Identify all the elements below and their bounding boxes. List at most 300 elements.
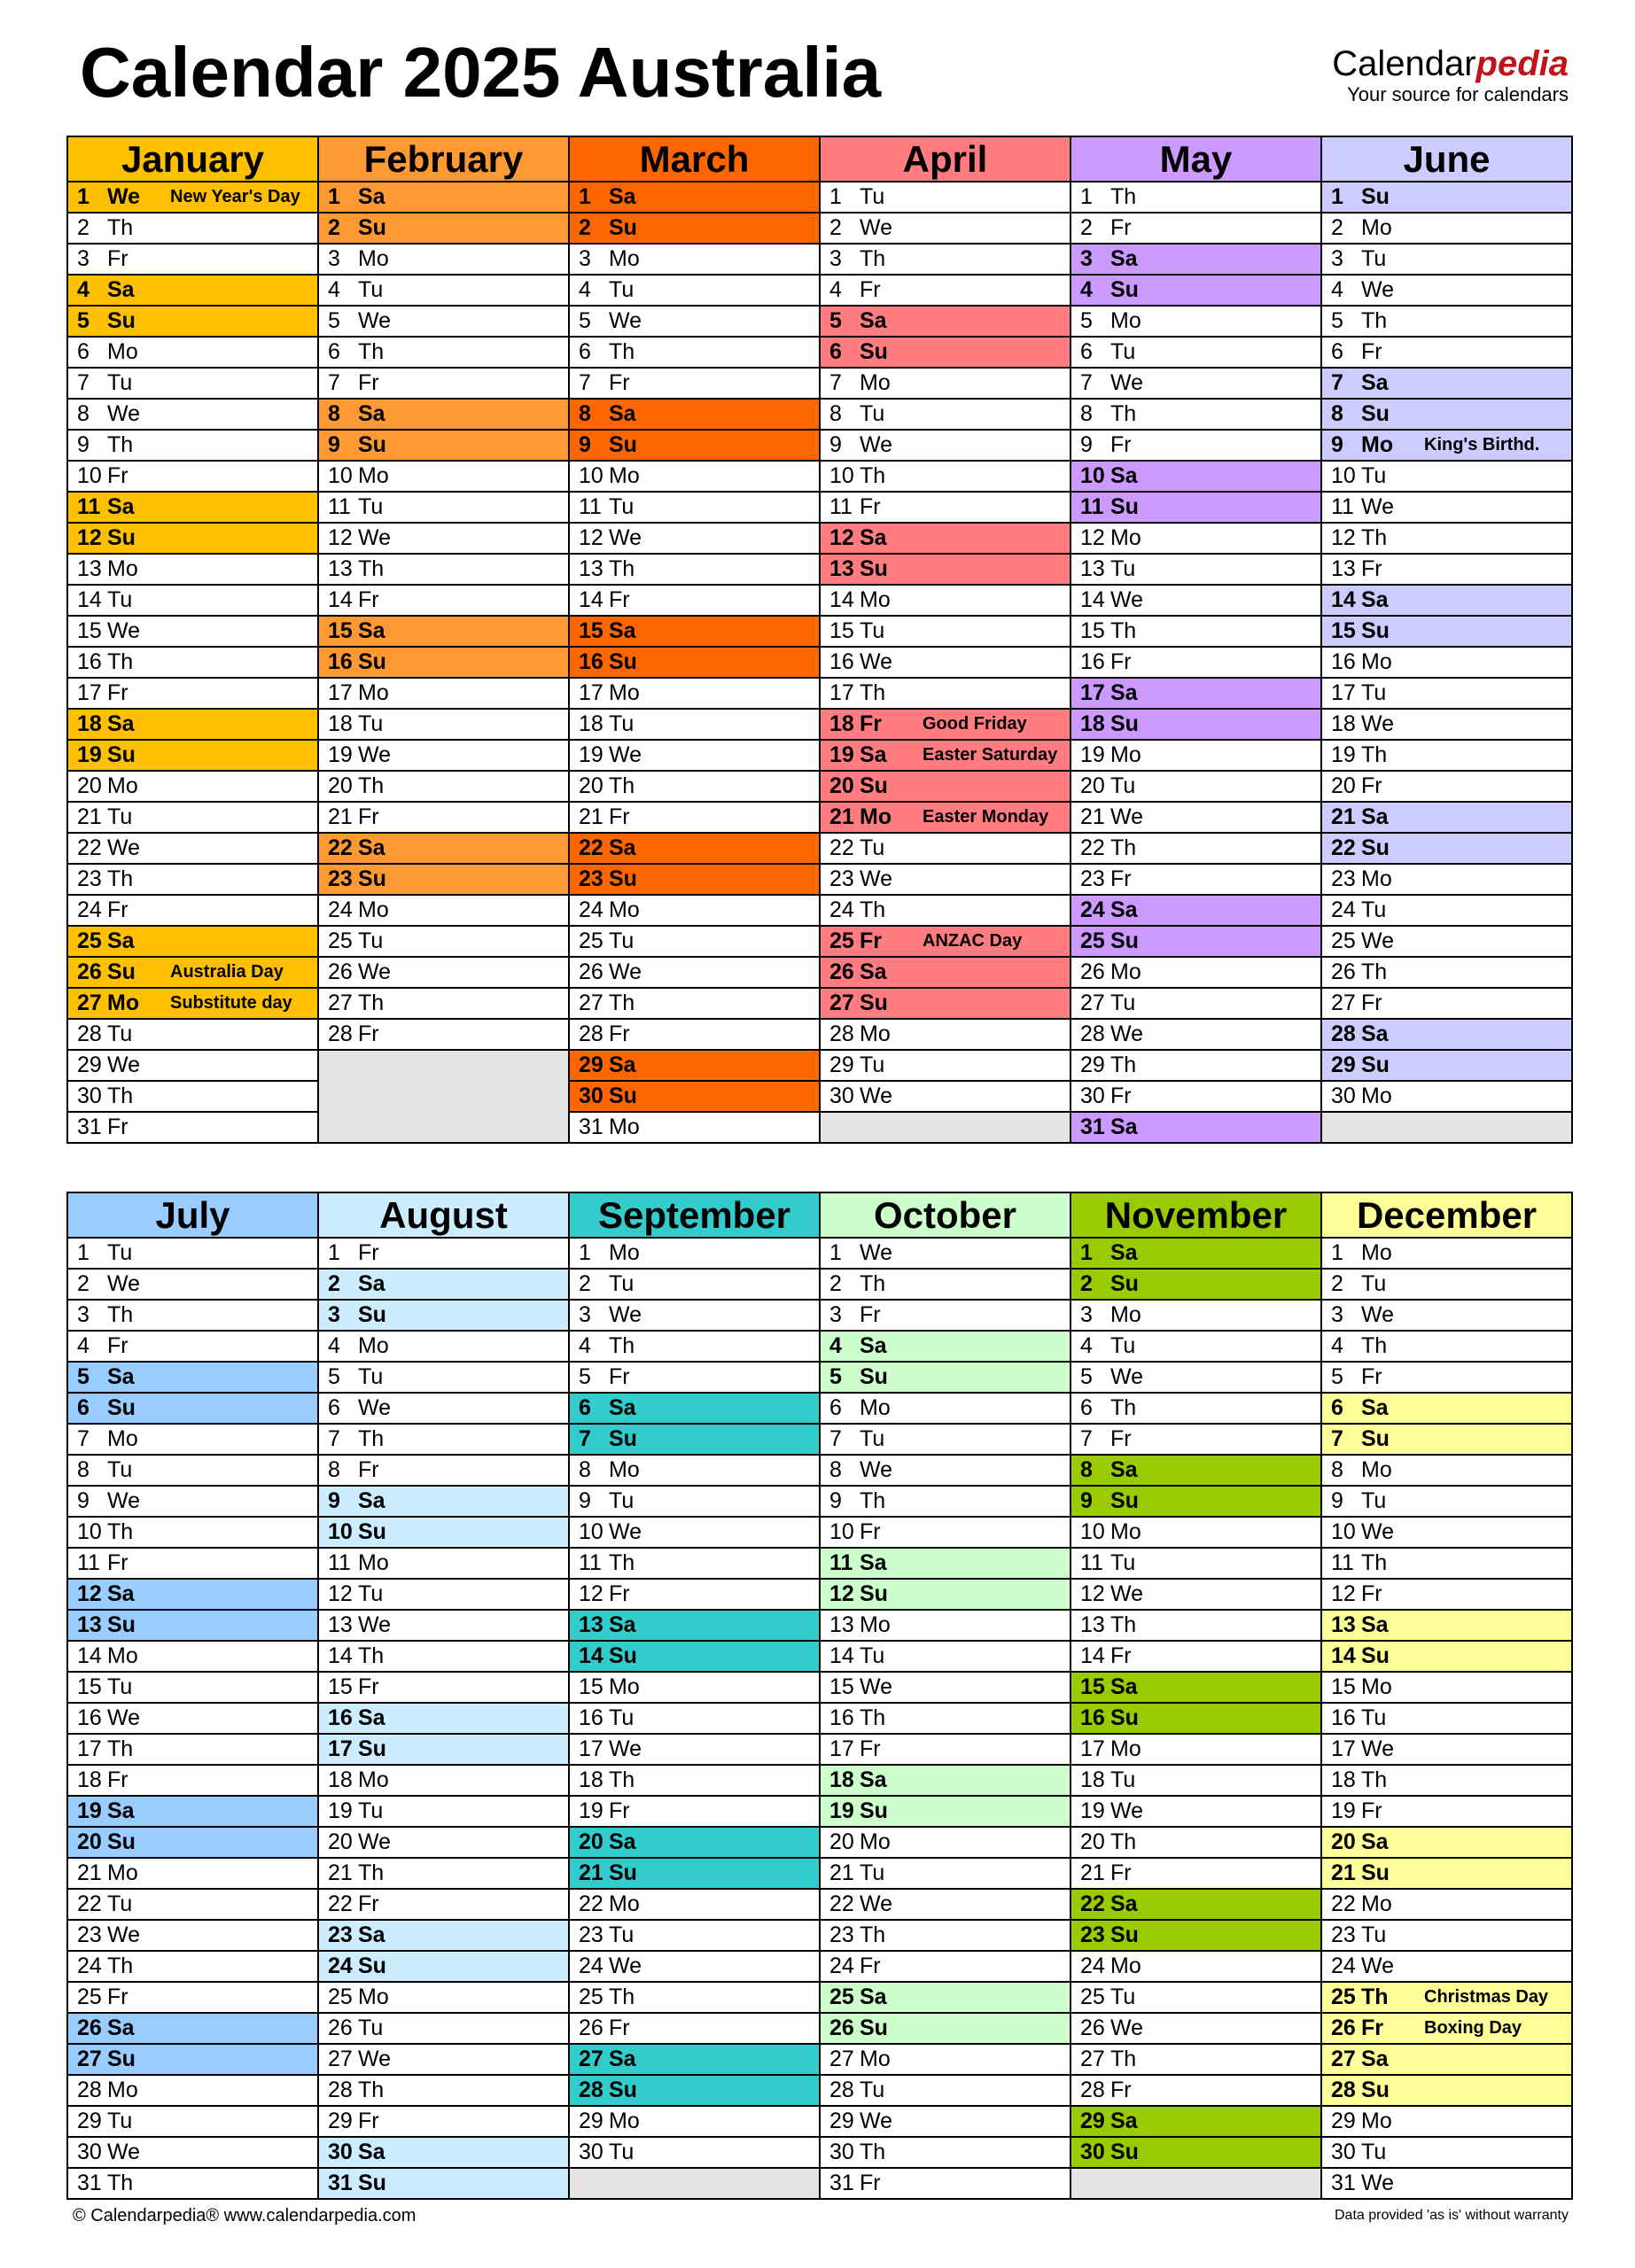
day-number: 10 xyxy=(77,463,102,488)
weekday: Tu xyxy=(609,1922,635,1947)
day-row xyxy=(68,1425,317,1456)
weekday: Mo xyxy=(1361,1891,1392,1916)
day-number: 13 xyxy=(328,556,353,581)
weekday: Sa xyxy=(609,184,636,209)
weekday: Su xyxy=(107,959,136,984)
day-number: 7 xyxy=(328,370,340,395)
day-number: 4 xyxy=(829,1333,842,1358)
day-number: 3 xyxy=(328,1302,340,1327)
weekend-row xyxy=(821,1363,1070,1394)
weekday: Su xyxy=(107,1612,136,1637)
day-list xyxy=(1071,183,1320,1144)
weekend-row xyxy=(570,648,819,679)
day-row xyxy=(570,1332,819,1363)
day-row xyxy=(1322,1082,1571,1113)
month-september xyxy=(568,1192,819,2200)
weekday: We xyxy=(609,959,642,984)
weekday: Tu xyxy=(609,277,635,302)
day-number: 24 xyxy=(829,897,854,922)
day-row xyxy=(1322,214,1571,245)
brand-prefix: Calendar xyxy=(1332,44,1476,83)
weekday: Mo xyxy=(1361,1240,1392,1265)
weekend-row xyxy=(1322,617,1571,648)
weekday: Sa xyxy=(107,1798,135,1823)
weekday: Mo xyxy=(1110,1302,1141,1327)
day-row xyxy=(68,1952,317,1983)
day-number: 2 xyxy=(1331,215,1343,240)
day-number: 7 xyxy=(579,370,591,395)
day-row xyxy=(570,462,819,493)
day-number: 10 xyxy=(1331,463,1356,488)
weekday: We xyxy=(860,1240,893,1265)
day-number: 26 xyxy=(328,959,353,984)
weekday: Tu xyxy=(107,587,133,612)
weekday: Fr xyxy=(860,1736,881,1761)
weekday: Mo xyxy=(1361,215,1392,240)
day-number: 30 xyxy=(1331,1084,1356,1108)
day-number: 26 xyxy=(1080,2016,1105,2040)
weekday: Mo xyxy=(609,1891,640,1916)
weekday: Su xyxy=(609,1643,637,1668)
day-row xyxy=(570,1239,819,1270)
day-number: 10 xyxy=(1080,1519,1105,1544)
day-number: 27 xyxy=(328,2047,353,2071)
day-number: 20 xyxy=(829,773,854,798)
weekend-row xyxy=(68,741,317,772)
day-row xyxy=(1071,1425,1320,1456)
weekday: Fr xyxy=(609,370,630,395)
month-august xyxy=(317,1192,568,2200)
weekday: Tu xyxy=(1361,2140,1387,2164)
weekday: Tu xyxy=(358,1798,384,1823)
weekend-row xyxy=(1071,679,1320,710)
day-row xyxy=(1322,927,1571,958)
weekday: Fr xyxy=(107,1767,128,1792)
day-number: 12 xyxy=(1080,525,1105,550)
weekday: Th xyxy=(107,215,134,240)
weekday: Fr xyxy=(609,804,630,829)
weekday: Sa xyxy=(1110,680,1138,705)
weekday: Th xyxy=(609,1550,635,1575)
day-number: 28 xyxy=(1080,1021,1105,1046)
day-row xyxy=(570,1020,819,1051)
weekday: Sa xyxy=(609,1612,636,1637)
day-number: 28 xyxy=(77,1021,102,1046)
day-row xyxy=(1322,1797,1571,1828)
month-june xyxy=(1320,136,1571,1144)
day-row xyxy=(1071,1518,1320,1549)
day-number: 31 xyxy=(579,1115,603,1139)
weekday: Su xyxy=(107,742,136,767)
holiday-row xyxy=(821,710,1070,741)
day-number: 20 xyxy=(77,1829,102,1854)
day-number: 6 xyxy=(1080,339,1093,364)
day-row xyxy=(821,1301,1070,1332)
weekend-row xyxy=(319,648,568,679)
weekday: We xyxy=(1361,2171,1395,2195)
day-number: 11 xyxy=(328,1550,351,1575)
day-row xyxy=(319,586,568,617)
day-number: 6 xyxy=(328,1395,340,1420)
weekday: Fr xyxy=(860,1519,881,1544)
weekday: Sa xyxy=(609,1829,636,1854)
weekday: Su xyxy=(1110,1271,1139,1296)
day-row xyxy=(68,1921,317,1952)
weekday: Mo xyxy=(609,1115,640,1139)
day-row xyxy=(1071,338,1320,369)
day-number: 2 xyxy=(77,1271,90,1296)
day-row xyxy=(570,1766,819,1797)
weekday: Tu xyxy=(860,835,885,860)
day-number: 11 xyxy=(1080,494,1104,519)
month-header: February xyxy=(319,136,568,183)
weekend-row xyxy=(570,1394,819,1425)
day-number: 4 xyxy=(829,277,842,302)
day-row xyxy=(319,338,568,369)
day-number: 25 xyxy=(1080,1984,1105,2009)
day-number: 15 xyxy=(1080,618,1105,643)
month-march xyxy=(568,136,819,1144)
day-number: 20 xyxy=(829,1829,854,1854)
day-number: 12 xyxy=(829,525,854,550)
day-number: 6 xyxy=(328,339,340,364)
weekday: Su xyxy=(609,1084,637,1108)
day-number: 5 xyxy=(829,1364,842,1389)
day-row xyxy=(1071,1859,1320,1890)
weekend-row xyxy=(319,1270,568,1301)
day-number: 25 xyxy=(829,1984,854,2009)
day-row xyxy=(570,586,819,617)
holiday-label: Christmas Day xyxy=(1424,1987,1549,2007)
weekend-row xyxy=(1322,1828,1571,1859)
day-number: 1 xyxy=(328,1240,340,1265)
weekday: Th xyxy=(358,2078,385,2102)
weekday: Th xyxy=(860,680,886,705)
weekday: We xyxy=(107,2140,141,2164)
day-number: 30 xyxy=(1080,2140,1105,2164)
day-row xyxy=(821,369,1070,400)
day-row xyxy=(1071,1580,1320,1611)
day-number: 15 xyxy=(1331,618,1356,643)
weekday: Mo xyxy=(1361,1674,1392,1699)
weekday: We xyxy=(1110,1364,1144,1389)
day-number: 26 xyxy=(328,2016,353,2040)
weekend-row xyxy=(319,1704,568,1735)
weekend-row xyxy=(319,1735,568,1766)
weekend-row xyxy=(319,1921,568,1952)
day-row xyxy=(570,1983,819,2014)
day-row xyxy=(1071,617,1320,648)
weekday: Sa xyxy=(860,1333,887,1358)
day-row xyxy=(68,617,317,648)
weekday: Fr xyxy=(107,246,128,271)
weekday: We xyxy=(1361,277,1395,302)
day-row xyxy=(821,1239,1070,1270)
weekday: Su xyxy=(1361,618,1390,643)
day-number: 23 xyxy=(1331,866,1356,891)
day-number: 6 xyxy=(77,339,90,364)
day-number: 10 xyxy=(77,1519,102,1544)
day-row xyxy=(1071,1394,1320,1425)
day-row xyxy=(821,2107,1070,2138)
day-number: 17 xyxy=(1331,680,1356,705)
day-number: 14 xyxy=(579,587,603,612)
day-number: 12 xyxy=(77,1581,102,1606)
day-row xyxy=(68,648,317,679)
weekend-row xyxy=(1071,1113,1320,1144)
day-row xyxy=(1071,772,1320,803)
day-number: 1 xyxy=(77,184,90,209)
day-row xyxy=(821,493,1070,524)
day-row xyxy=(1322,710,1571,741)
day-number: 23 xyxy=(328,866,353,891)
day-number: 15 xyxy=(328,618,353,643)
weekday: Mo xyxy=(1110,1953,1141,1978)
day-number: 24 xyxy=(829,1953,854,1978)
day-number: 18 xyxy=(1331,1767,1356,1792)
day-row xyxy=(1071,2076,1320,2107)
day-number: 9 xyxy=(328,1488,340,1513)
weekday: We xyxy=(860,1457,893,1482)
weekday: We xyxy=(1361,1736,1395,1761)
day-number: 21 xyxy=(328,804,353,829)
day-number: 19 xyxy=(1080,742,1105,767)
day-row xyxy=(1322,338,1571,369)
day-row xyxy=(68,1487,317,1518)
day-number: 12 xyxy=(328,525,353,550)
day-row xyxy=(821,586,1070,617)
weekday: Tu xyxy=(1110,1550,1136,1575)
weekday: We xyxy=(358,525,392,550)
weekday: Th xyxy=(860,1922,886,1947)
day-row xyxy=(821,276,1070,307)
day-number: 22 xyxy=(1331,1891,1356,1916)
day-row xyxy=(570,1921,819,1952)
day-number: 24 xyxy=(1080,897,1105,922)
weekday: Fr xyxy=(358,2109,379,2133)
day-number: 17 xyxy=(829,680,854,705)
day-number: 4 xyxy=(1331,1333,1343,1358)
day-number: 23 xyxy=(579,866,603,891)
holiday-row xyxy=(821,803,1070,834)
day-row xyxy=(319,679,568,710)
weekday: We xyxy=(860,649,893,674)
day-row xyxy=(821,1642,1070,1673)
weekend-row xyxy=(68,2014,317,2045)
weekday: Tu xyxy=(1110,990,1136,1015)
day-list xyxy=(319,1239,568,2200)
day-number: 20 xyxy=(579,1829,603,1854)
day-number: 28 xyxy=(328,2078,353,2102)
weekend-row xyxy=(68,710,317,741)
day-number: 27 xyxy=(328,990,353,1015)
day-number: 6 xyxy=(1331,1395,1343,1420)
day-list xyxy=(570,183,819,1144)
day-row xyxy=(319,1890,568,1921)
weekday: Sa xyxy=(107,277,135,302)
weekday: Fr xyxy=(1110,649,1132,674)
weekday: We xyxy=(358,1612,392,1637)
day-number: 8 xyxy=(1331,1457,1343,1482)
weekday: Th xyxy=(860,1271,886,1296)
day-number: 17 xyxy=(328,1736,353,1761)
day-row xyxy=(821,1487,1070,1518)
day-number: 10 xyxy=(1331,1519,1356,1544)
day-number: 7 xyxy=(579,1426,591,1451)
weekday: Mo xyxy=(609,246,640,271)
weekend-row xyxy=(319,834,568,865)
day-number: 11 xyxy=(579,494,602,519)
weekend-row xyxy=(319,214,568,245)
weekday: We xyxy=(860,1084,893,1108)
weekday: Su xyxy=(1110,2140,1139,2164)
day-row xyxy=(1322,1766,1571,1797)
weekday: Su xyxy=(1110,494,1139,519)
day-number: 29 xyxy=(328,2109,353,2133)
day-row xyxy=(570,245,819,276)
weekday: Su xyxy=(358,1736,386,1761)
weekend-row xyxy=(1071,1921,1320,1952)
day-number: 14 xyxy=(1080,587,1105,612)
day-number: 8 xyxy=(829,401,842,426)
day-row xyxy=(1071,2045,1320,2076)
day-number: 15 xyxy=(829,618,854,643)
weekday: Mo xyxy=(860,1021,891,1046)
day-number: 7 xyxy=(1331,1426,1343,1451)
day-row xyxy=(68,1673,317,1704)
weekend-row xyxy=(1071,1239,1320,1270)
day-number: 15 xyxy=(77,1674,102,1699)
day-number: 20 xyxy=(1331,773,1356,798)
day-row xyxy=(1071,1020,1320,1051)
weekday: Tu xyxy=(1110,339,1136,364)
day-list xyxy=(68,183,317,1144)
weekday: Sa xyxy=(358,1705,385,1730)
weekend-row xyxy=(1322,369,1571,400)
day-number: 25 xyxy=(77,928,102,953)
weekday: Fr xyxy=(860,1302,881,1327)
weekend-row xyxy=(821,1797,1070,1828)
weekday: Fr xyxy=(1361,339,1382,364)
day-row xyxy=(68,338,317,369)
day-row xyxy=(319,1642,568,1673)
day-number: 23 xyxy=(77,866,102,891)
weekday: Th xyxy=(1110,835,1137,860)
day-number: 2 xyxy=(328,215,340,240)
weekday: Th xyxy=(107,649,134,674)
weekday: Sa xyxy=(358,618,385,643)
weekday: Sa xyxy=(358,1922,385,1947)
day-row xyxy=(821,1952,1070,1983)
weekday: Th xyxy=(1110,1829,1137,1854)
day-row xyxy=(68,2107,317,2138)
day-number: 5 xyxy=(579,308,591,333)
day-number: 19 xyxy=(829,1798,854,1823)
day-number: 9 xyxy=(579,1488,591,1513)
day-number: 31 xyxy=(1331,2171,1356,2195)
weekday: Fr xyxy=(1110,866,1132,891)
weekend-row xyxy=(1071,1487,1320,1518)
month-november xyxy=(1070,1192,1320,2200)
day-number: 15 xyxy=(829,1674,854,1699)
day-number: 8 xyxy=(77,401,90,426)
day-row xyxy=(1071,1611,1320,1642)
day-row xyxy=(68,431,317,462)
day-row xyxy=(1071,1051,1320,1082)
day-row xyxy=(1071,648,1320,679)
weekday: Mo xyxy=(860,804,892,829)
day-row xyxy=(68,400,317,431)
day-list xyxy=(68,1239,317,2200)
day-row xyxy=(570,555,819,586)
day-row xyxy=(821,1735,1070,1766)
day-row xyxy=(1322,1890,1571,1921)
day-number: 17 xyxy=(829,1736,854,1761)
weekday: Fr xyxy=(1361,556,1382,581)
day-row xyxy=(68,772,317,803)
day-number: 31 xyxy=(77,1115,102,1139)
weekday: Th xyxy=(107,2171,134,2195)
day-number: 1 xyxy=(1331,184,1343,209)
day-number: 8 xyxy=(77,1457,90,1482)
day-number: 20 xyxy=(1331,1829,1356,1854)
day-row xyxy=(1322,1673,1571,1704)
day-number: 30 xyxy=(579,1084,603,1108)
weekday: Tu xyxy=(609,711,635,736)
day-row xyxy=(821,1082,1070,1113)
day-row xyxy=(319,1394,568,1425)
weekday: We xyxy=(860,215,893,240)
day-row xyxy=(319,1549,568,1580)
day-number: 15 xyxy=(1331,1674,1356,1699)
weekday: Sa xyxy=(107,711,135,736)
weekday: Tu xyxy=(1361,1271,1387,1296)
weekday: Tu xyxy=(107,1457,133,1482)
day-row xyxy=(570,1487,819,1518)
weekday: We xyxy=(107,1271,141,1296)
weekday: Su xyxy=(609,866,637,891)
day-number: 7 xyxy=(829,1426,842,1451)
weekday: Th xyxy=(860,246,886,271)
day-number: 29 xyxy=(829,1052,854,1077)
weekday: We xyxy=(358,1395,392,1420)
day-row xyxy=(68,1113,317,1144)
day-number: 25 xyxy=(579,928,603,953)
day-number: 27 xyxy=(579,2047,603,2071)
day-number: 20 xyxy=(579,773,603,798)
weekday: We xyxy=(358,308,392,333)
weekday: Sa xyxy=(860,1984,887,2009)
day-number: 16 xyxy=(579,1705,603,1730)
weekday: Sa xyxy=(1361,587,1389,612)
weekday: Th xyxy=(1361,1767,1388,1792)
day-number: 22 xyxy=(328,1891,353,1916)
day-number: 16 xyxy=(579,649,603,674)
weekday: Fr xyxy=(358,370,379,395)
weekday: Sa xyxy=(609,1395,636,1420)
day-number: 15 xyxy=(579,1674,603,1699)
day-number: 14 xyxy=(1331,1643,1356,1668)
brand-logo[interactable] xyxy=(1332,46,1569,106)
day-row xyxy=(1322,2107,1571,2138)
day-row xyxy=(821,1704,1070,1735)
day-number: 6 xyxy=(1331,339,1343,364)
day-number: 30 xyxy=(328,2140,353,2164)
day-number: 10 xyxy=(328,463,353,488)
weekend-row xyxy=(1322,1020,1571,1051)
weekday: Su xyxy=(860,1798,888,1823)
day-number: 3 xyxy=(328,246,340,271)
